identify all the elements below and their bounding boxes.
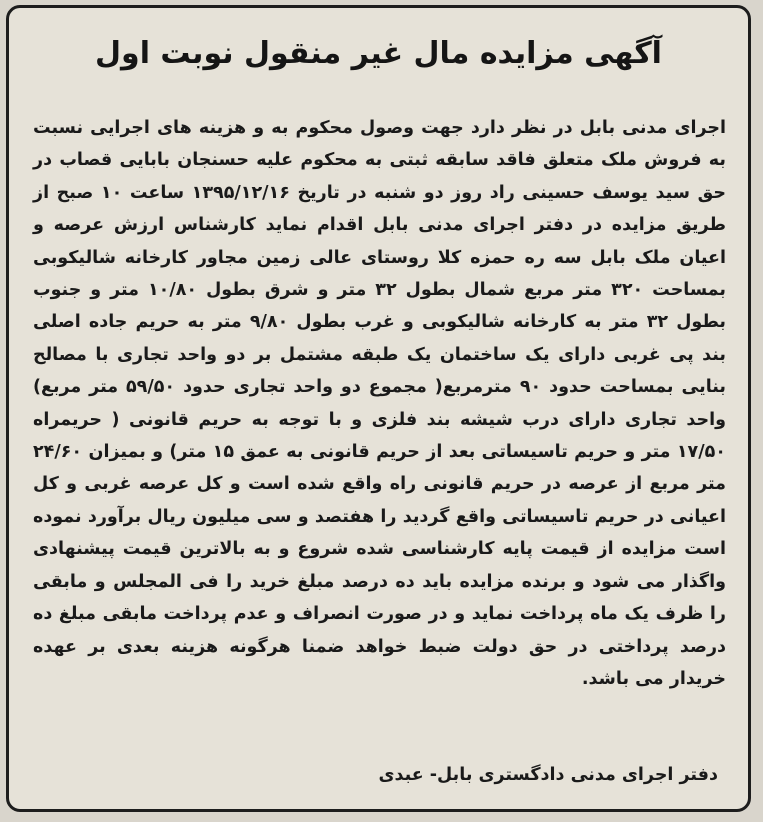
notice-body: اجرای مدنی بابل در نظر دارد جهت وصول محکوم به و هزینه های اجرایی نسبت به فروش ملک متعلق فاقد سابقه ثبتی به محکوم علیه حسنجان بابایی قصاب در حق سید یوسف حسینی راد روز دو شنبه در تاریخ ۱۳۹۵/۱۲/۱۶ ساعت ۱۰ صبح از طریق مزایده در دفتر اجرای مدنی بابل اقدام نماید کارشناس ارزش عرصه و اعیان ملک بابل سه ره حمزه کلا روستای عالی زمین مجاور کارخانه شالیکوبی بمساحت ۳۲۰ متر مربع شمال بطول ۳۲ متر و شرق بطول ۱۰/۸۰ متر و جنوب بطول ۳۲ متر به کارخانه شالیکوبی و غرب بطول ۹/۸۰ متر به حریم جاده اصلی بند پی غربی دارای یک ساختمان یک طبقه مشتمل بر دو واحد تجاری با مصالح بنایی بمساحت حدود ۹۰ مترمربع( مجموع دو واحد تجاری حدود ۵۹/۵۰ متر مربع) واحد تجاری دارای درب شیشه بند فلزی و با توجه به حریم قانونی ( حریمراه ۱۷/۵۰ متر و حریم تاسیساتی بعد از حریم قانونی به عمق ۱۵ متر) و بمیزان ۲۴/۶۰ متر مربع از عرصه در حریم قانونی راه واقع شده است و کل عرصه غربی و کل اعیانی در حریم تاسیساتی واقع گردید را هفتصد و سی میلیون ریال برآورد نموده است مزایده از قیمت پایه کارشناسی شده شروع و به بالاترین قیمت پیشنهادی واگذار می شود و برنده مزایده باید ده درصد مبلغ خرید را فی المجلس و مابقی را ظرف یک ماه پرداخت نماید و در صورت انصراف و عدم پرداخت مابقی مبلغ ده درصد پرداختی در حق دولت ضبط خواهد ضمنا هرگونه هزینه بعدی بر عهده خریدار می باشد.	[33, 118, 727, 689]
notice-signature: دفتر اجرای مدنی دادگستری بابل- عبدی	[378, 765, 718, 785]
notice-title: آگهی مزایده مال غیر منقول نوبت اول	[95, 36, 662, 71]
notice-frame	[6, 5, 751, 812]
